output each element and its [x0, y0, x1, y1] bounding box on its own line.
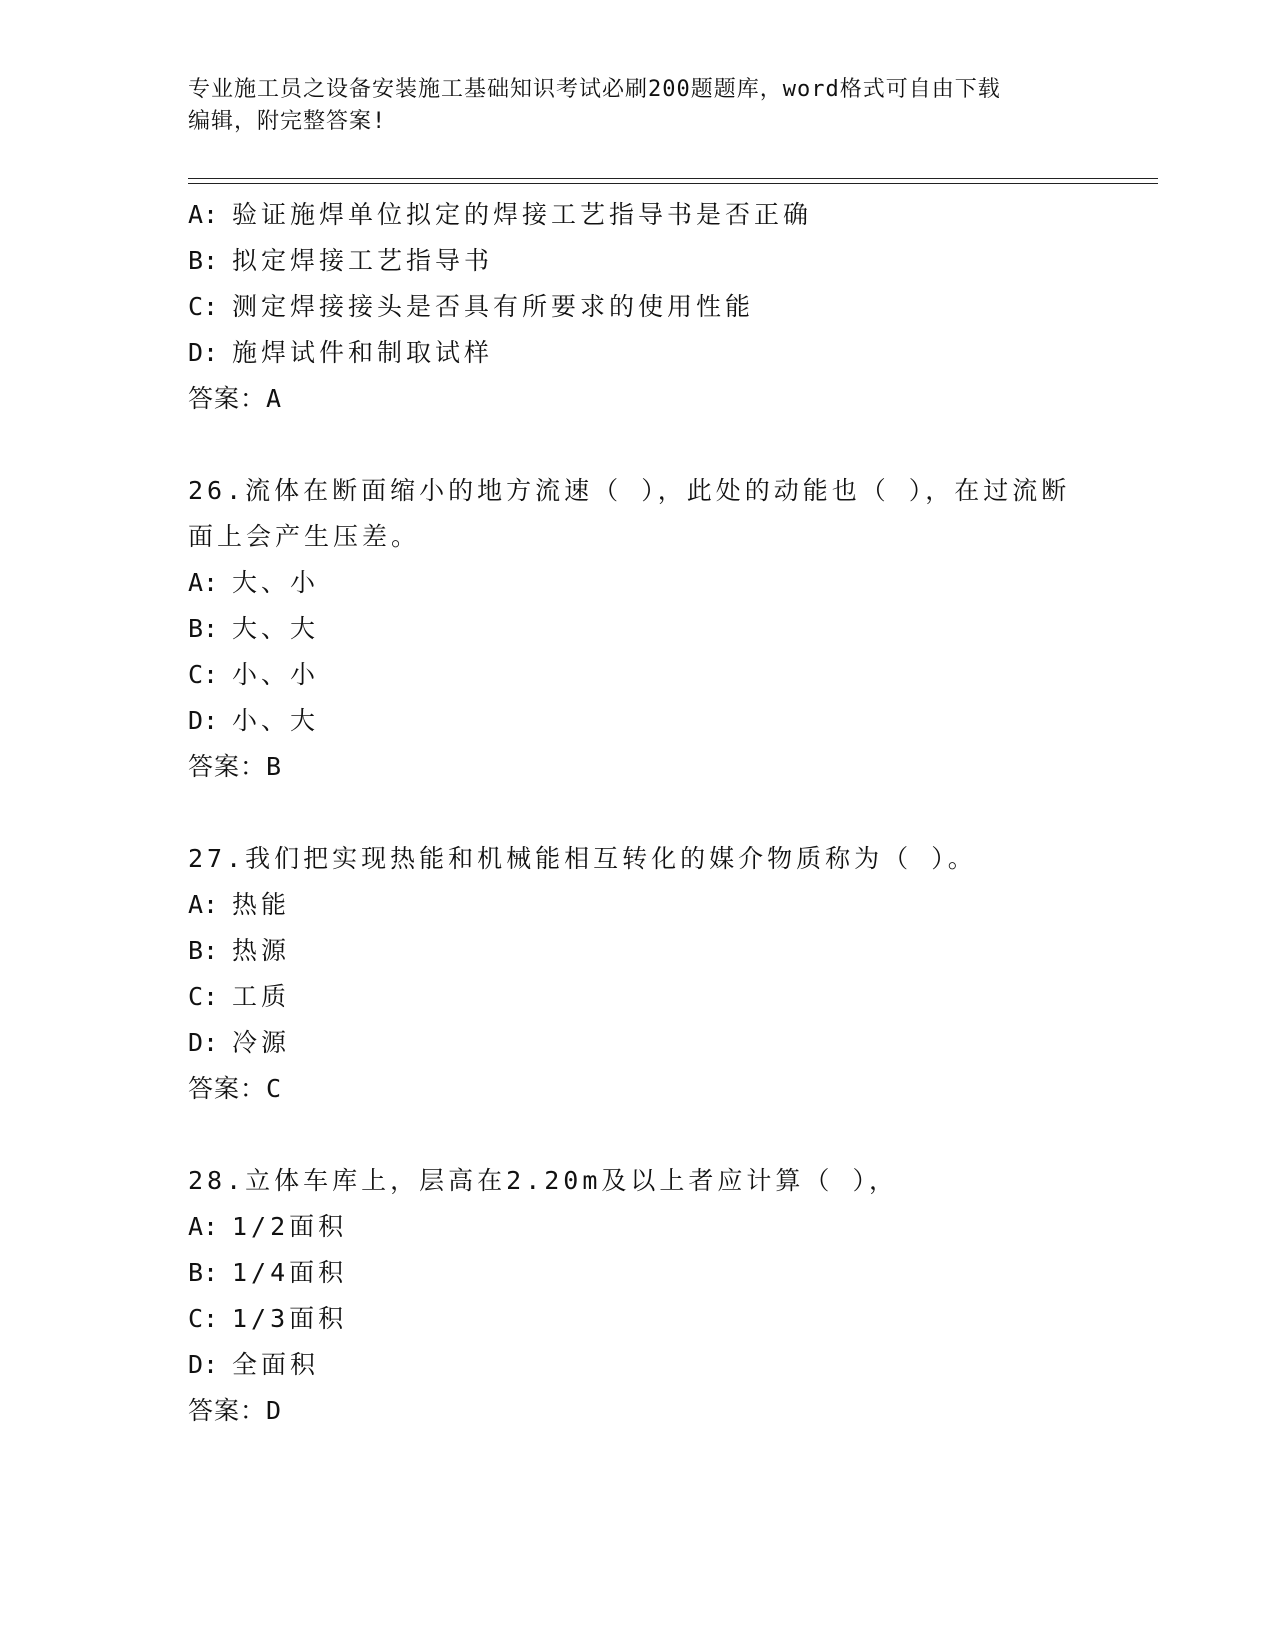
answer-value: D [266, 1396, 282, 1425]
header-title-line-1: 专业施工员之设备安装施工基础知识考试必刷200题题库，word格式可自由下载 [188, 77, 1001, 102]
option-text: 小、小 [232, 660, 320, 689]
header-divider-bottom [188, 183, 1158, 184]
question-28 [188, 1158, 1148, 1434]
option-text: 全面积 [232, 1350, 320, 1379]
answer-label: 答案： [188, 384, 267, 413]
option-label: C: [188, 1304, 219, 1333]
option-c [188, 1296, 1148, 1342]
answer-value: C [266, 1074, 282, 1103]
option-b [188, 606, 1148, 652]
option-b [188, 1250, 1148, 1296]
option-label: A: [188, 200, 219, 229]
option-a [188, 192, 1148, 238]
question-stem: 27.我们把实现热能和机械能相互转化的媒介物质称为（ ）。 [188, 844, 977, 873]
option-label: D: [188, 338, 219, 367]
question-stem-continued: 面上会产生压差。 [188, 522, 421, 551]
option-text: 1/2面积 [232, 1212, 348, 1241]
option-b [188, 928, 1148, 974]
option-text: 小、大 [232, 706, 320, 735]
answer-label: 答案： [188, 1396, 267, 1425]
option-label: C: [188, 982, 219, 1011]
option-label: D: [188, 1028, 219, 1057]
option-label: B: [188, 936, 219, 965]
question-27 [188, 836, 1148, 1112]
option-text: 热源 [232, 936, 291, 965]
option-label: D: [188, 706, 219, 735]
option-label: A: [188, 568, 219, 597]
option-text: 热能 [232, 890, 291, 919]
option-d [188, 698, 1148, 744]
question-stem: 26.流体在断面缩小的地方流速（ ），此处的动能也（ ），在过流断 [188, 476, 1071, 505]
option-text: 冷源 [232, 1028, 291, 1057]
option-d [188, 1020, 1148, 1066]
answer-value: A [266, 384, 282, 413]
option-a [188, 882, 1148, 928]
answer-label: 答案： [188, 1074, 267, 1103]
option-text: 大、小 [232, 568, 320, 597]
option-label: B: [188, 1258, 219, 1287]
option-d [188, 1342, 1148, 1388]
spacer [188, 790, 1148, 836]
spacer [188, 1112, 1148, 1158]
option-label: C: [188, 660, 219, 689]
header-divider-top [188, 178, 1158, 179]
option-text: 测定焊接接头是否具有所要求的使用性能 [232, 292, 755, 321]
option-text: 1/4面积 [232, 1258, 348, 1287]
option-label: D: [188, 1350, 219, 1379]
question-26 [188, 468, 1148, 790]
answer-line [188, 744, 1148, 790]
document-header [188, 74, 1088, 138]
option-label: B: [188, 246, 219, 275]
option-c [188, 974, 1148, 1020]
spacer [188, 422, 1148, 468]
option-text: 大、大 [232, 614, 320, 643]
option-text: 施焊试件和制取试样 [232, 338, 494, 367]
question-list [188, 192, 1148, 1434]
option-c [188, 652, 1148, 698]
option-text: 拟定焊接工艺指导书 [232, 246, 494, 275]
option-a [188, 1204, 1148, 1250]
answer-line [188, 1388, 1148, 1434]
option-d [188, 330, 1148, 376]
option-label: A: [188, 1212, 219, 1241]
option-b [188, 238, 1148, 284]
header-title-line-2: 编辑，附完整答案! [188, 109, 387, 134]
option-c [188, 284, 1148, 330]
answer-line [188, 1066, 1148, 1112]
option-text: 工质 [232, 982, 291, 1011]
option-label: A: [188, 890, 219, 919]
answer-label: 答案： [188, 752, 267, 781]
answer-value: B [266, 752, 282, 781]
question-stem: 28.立体车库上，层高在2.20m及以上者应计算（ ）， [188, 1166, 898, 1195]
question-25-tail [188, 192, 1148, 422]
option-text: 1/3面积 [232, 1304, 348, 1333]
option-a [188, 560, 1148, 606]
option-label: B: [188, 614, 219, 643]
answer-line [188, 376, 1148, 422]
option-label: C: [188, 292, 219, 321]
option-text: 验证施焊单位拟定的焊接工艺指导书是否正确 [232, 200, 813, 229]
